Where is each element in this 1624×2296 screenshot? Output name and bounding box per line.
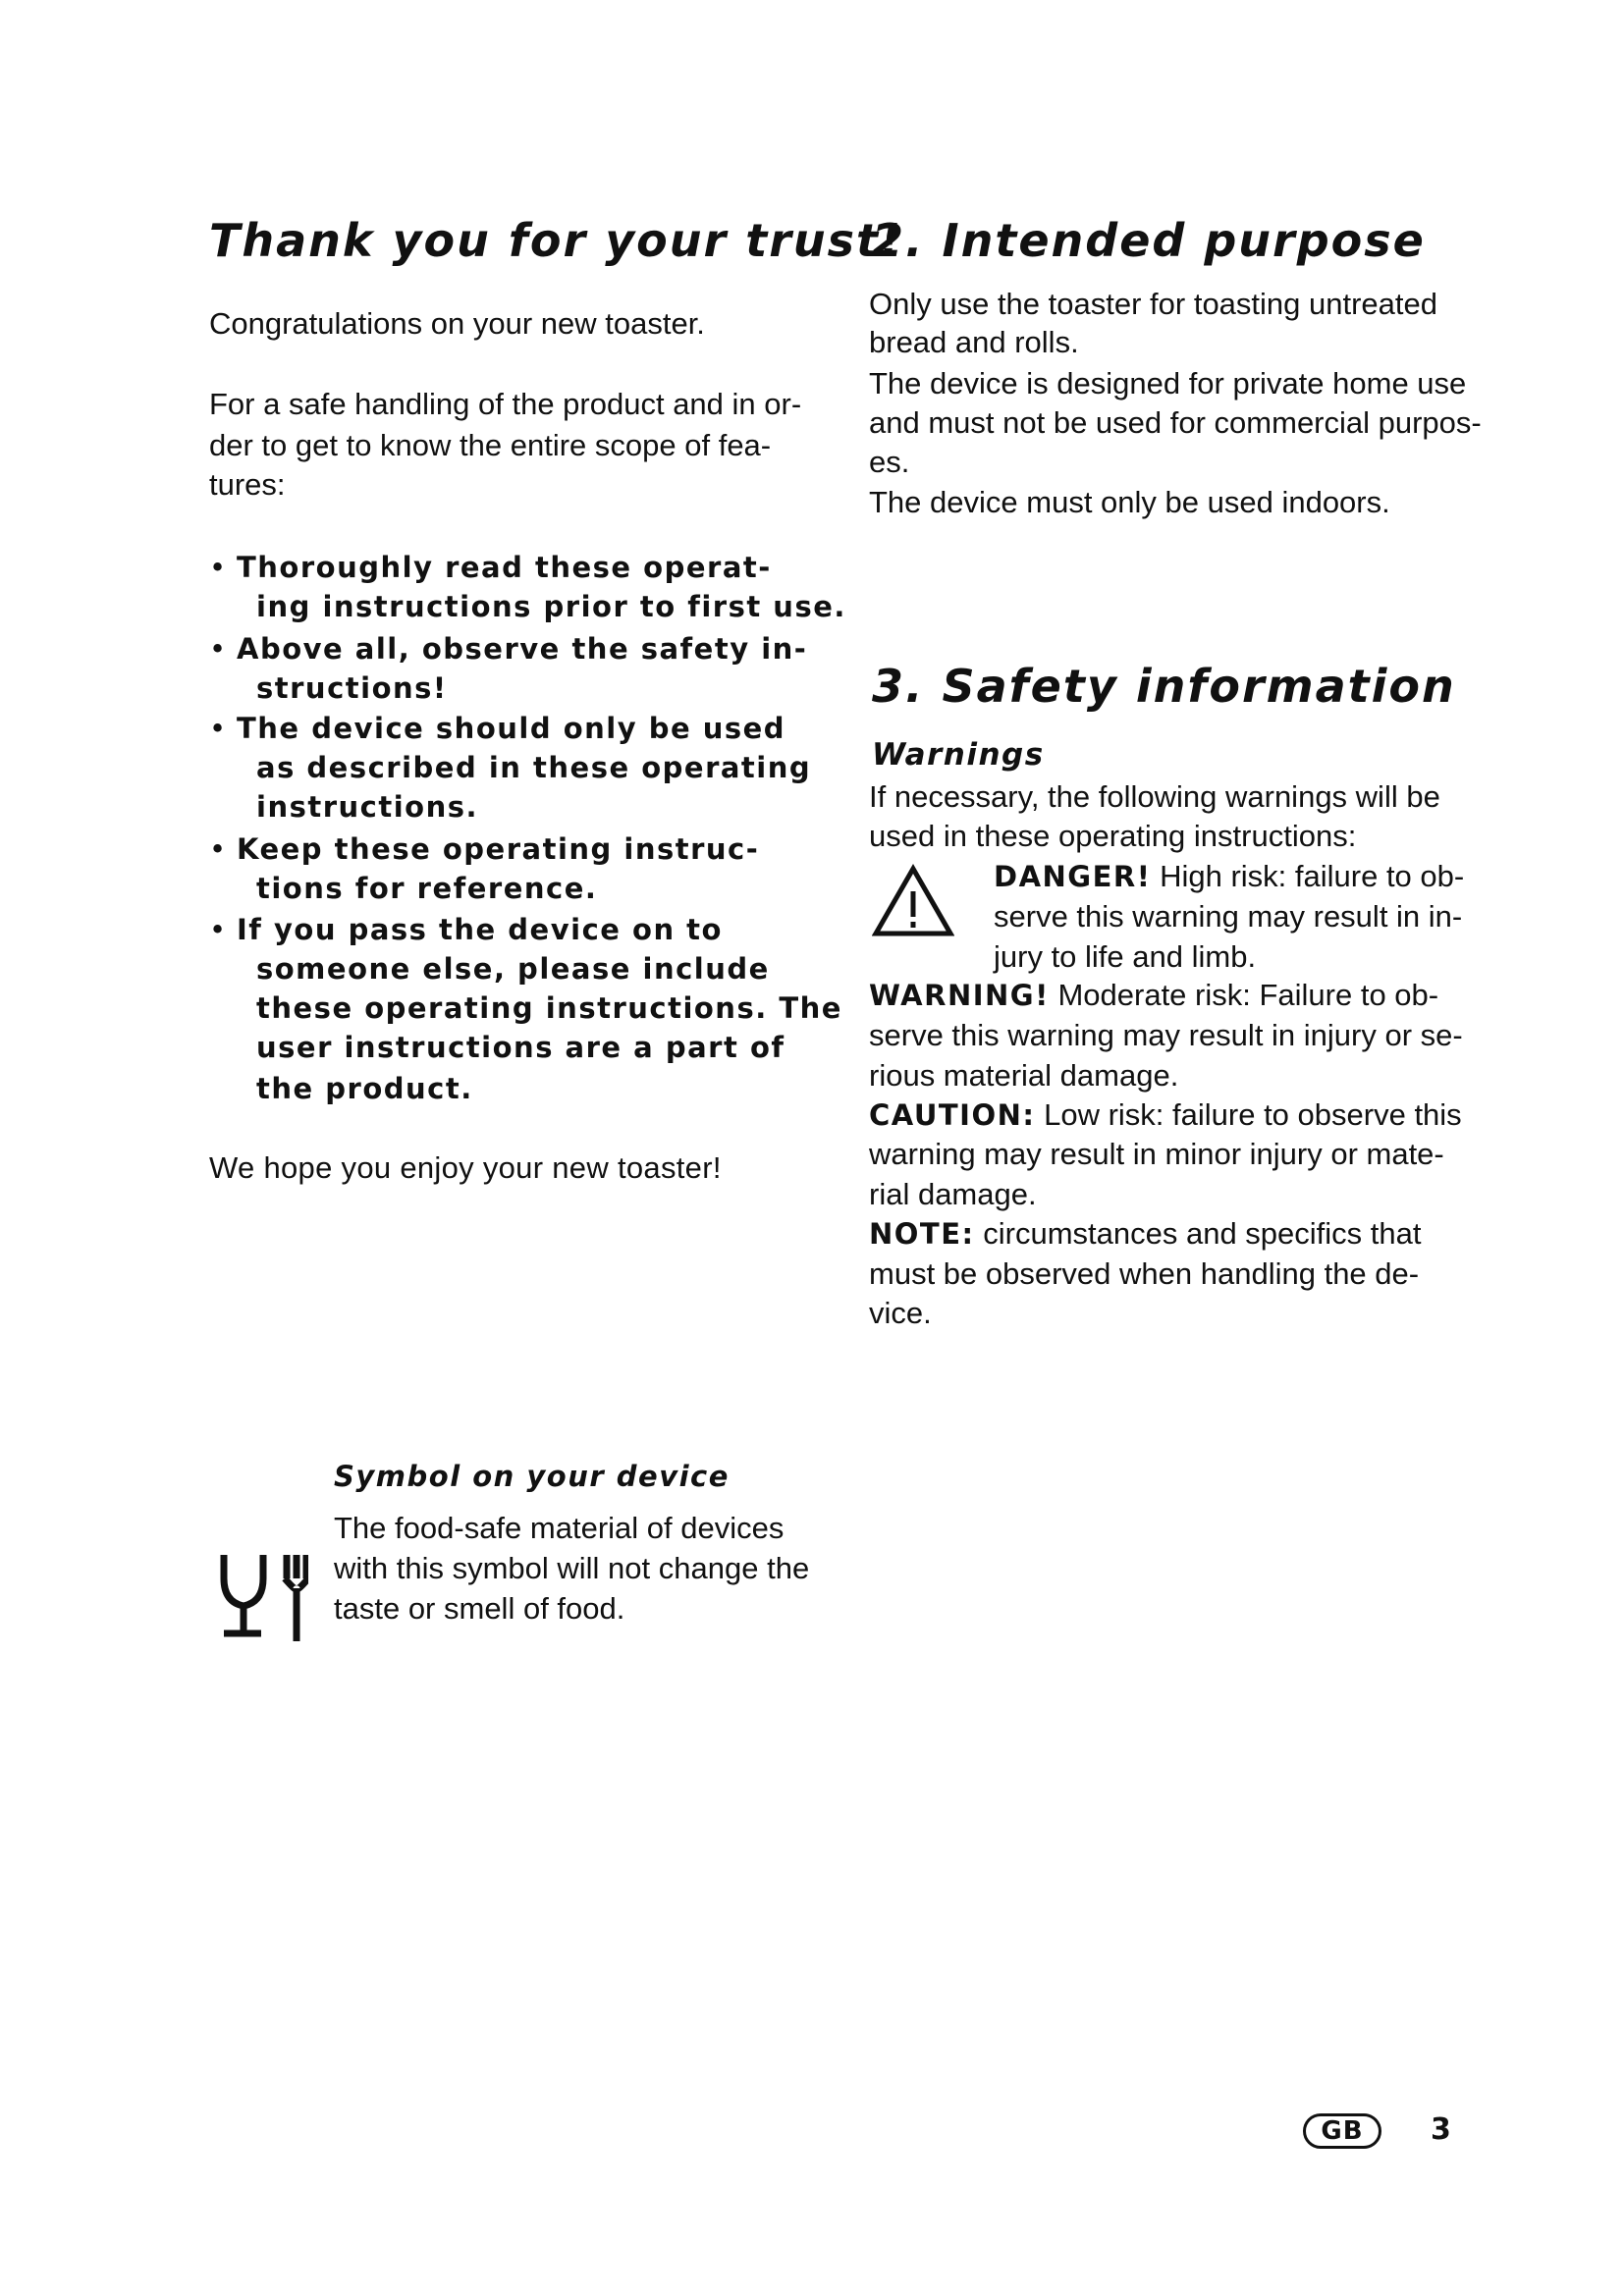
bullet-line: instructions. bbox=[256, 790, 478, 824]
caution-label: CAUTION: bbox=[869, 1098, 1036, 1132]
purpose-line-2: bread and rolls. bbox=[869, 325, 1079, 359]
caution-line-3: rial damage. bbox=[869, 1177, 1037, 1211]
bullet-line: Thoroughly read these operat- bbox=[237, 551, 772, 584]
symbol-text-line-2: with this symbol will not change the bbox=[334, 1551, 810, 1585]
bullet-dot: • bbox=[209, 832, 228, 866]
bullet-line: someone else, please include bbox=[256, 952, 770, 986]
bullet-line: ing instructions prior to first use. bbox=[256, 590, 846, 623]
purpose-line-3: The device is designed for private home use bbox=[869, 366, 1467, 400]
bullet-line: user instructions are a part of bbox=[256, 1031, 785, 1064]
bullet-line: as described in these operating bbox=[256, 751, 812, 784]
note-line-3: vice. bbox=[869, 1296, 932, 1330]
purpose-line-4: and must not be used for commercial purpos- bbox=[869, 405, 1482, 440]
bullet-line: these operating instructions. The bbox=[256, 991, 842, 1025]
caution-line-1 bbox=[869, 1096, 1462, 1133]
warning-line-2: serve this warning may result in injury or se- bbox=[869, 1018, 1463, 1052]
danger-line-3: jury to life and limb. bbox=[994, 939, 1257, 974]
intro-text: Congratulations on your new toaster. bbox=[209, 306, 705, 341]
caution-text: Low risk: failure to observe this bbox=[1044, 1097, 1462, 1132]
warnings-heading: Warnings bbox=[872, 737, 1045, 773]
note-line-2: must be observed when handling the de- bbox=[869, 1256, 1420, 1291]
warning-text: Moderate risk: Failure to ob- bbox=[1057, 978, 1439, 1012]
intro-line-3: tures: bbox=[209, 467, 286, 502]
bullet-line: The device should only be used bbox=[237, 712, 786, 745]
closing-text: We hope you enjoy your new toaster! bbox=[209, 1150, 722, 1185]
danger-text: High risk: failure to ob- bbox=[1160, 859, 1465, 893]
note-text: circumstances and specifics that bbox=[983, 1216, 1422, 1251]
note-line-1 bbox=[869, 1215, 1422, 1252]
warning-line-1 bbox=[869, 977, 1438, 1013]
intro-line-2: der to get to know the entire scope of fea- bbox=[209, 428, 772, 462]
bullet-line: Above all, observe the safety in- bbox=[237, 632, 808, 666]
caution-line-2: warning may result in minor injury or mate- bbox=[869, 1137, 1444, 1171]
danger-line-1 bbox=[994, 858, 1464, 894]
symbol-text-line-3: taste or smell of food. bbox=[334, 1591, 625, 1626]
purpose-line-6: The device must only be used indoors. bbox=[869, 485, 1390, 519]
bullet-line: structions! bbox=[256, 671, 448, 705]
bullet-dot: • bbox=[209, 551, 228, 584]
intro-line-1: For a safe handling of the product and in or- bbox=[209, 387, 802, 421]
bullet-line: tions for reference. bbox=[256, 872, 598, 905]
bullet-line: If you pass the device on to bbox=[237, 913, 723, 946]
bullet-line: Keep these operating instruc- bbox=[237, 832, 760, 866]
page-title: Thank you for your trust! bbox=[209, 214, 902, 267]
purpose-line-5: es. bbox=[869, 445, 910, 479]
warnings-intro-2: used in these operating instructions: bbox=[869, 819, 1357, 853]
section-2-title: 2. Intended purpose bbox=[872, 214, 1426, 267]
symbol-text-line-1: The food-safe material of devices bbox=[334, 1511, 785, 1545]
warning-label: WARNING! bbox=[869, 979, 1050, 1012]
bullet-line: the product. bbox=[256, 1072, 473, 1105]
purpose-line-1: Only use the toaster for toasting untreated bbox=[869, 287, 1438, 321]
country-badge: GB bbox=[1303, 2113, 1381, 2149]
warnings-intro-1: If necessary, the following warnings will be bbox=[869, 779, 1440, 814]
page-number: 3 bbox=[1431, 2112, 1451, 2147]
danger-label: DANGER! bbox=[994, 860, 1152, 893]
bullet-dot: • bbox=[209, 913, 228, 946]
symbol-heading: Symbol on your device bbox=[334, 1460, 730, 1493]
note-label: NOTE: bbox=[869, 1217, 975, 1251]
bullet-dot: • bbox=[209, 632, 228, 666]
section-3-title: 3. Safety information bbox=[872, 660, 1456, 713]
warning-triangle-icon bbox=[872, 864, 954, 938]
bullet-dot: • bbox=[209, 712, 228, 745]
food-safe-glass-fork-icon bbox=[218, 1549, 308, 1643]
warning-line-3: rious material damage. bbox=[869, 1058, 1179, 1093]
danger-line-2: serve this warning may result in in- bbox=[994, 899, 1463, 934]
